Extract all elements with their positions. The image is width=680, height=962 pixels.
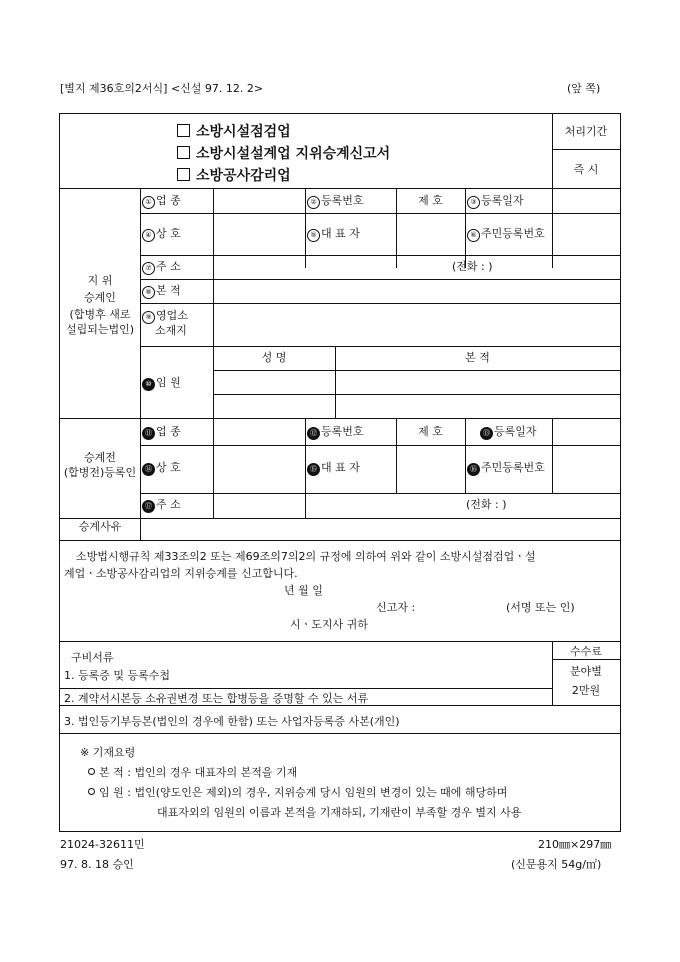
label-officers: ⑩ 임 원: [142, 376, 181, 391]
label-address: ⑦ 주 소: [142, 260, 181, 275]
col-officer-name: 성 명: [261, 351, 287, 364]
addressee: 시ㆍ도지사 귀하: [290, 618, 368, 631]
prev-phone-field[interactable]: (전화 : ): [466, 498, 507, 511]
bullet-icon: [88, 788, 95, 795]
label-office-2: 소재지: [155, 324, 187, 337]
bullet-icon: [88, 768, 95, 775]
declaration-date[interactable]: 년 월 일: [284, 584, 323, 597]
label-reg-no: ② 등록번호: [307, 194, 364, 209]
reg-no-value[interactable]: 제 호: [418, 194, 443, 207]
prev-reg-no-value[interactable]: 제 호: [418, 425, 443, 438]
form-frame: [59, 113, 621, 832]
page-side: (앞 쪽): [567, 82, 601, 95]
phone-field[interactable]: (전화 : ): [452, 260, 493, 273]
label-domicile: ⑧ 본 적: [142, 284, 181, 299]
label-office: ⑨ 영업소: [142, 309, 188, 324]
label-representative: ⑤ 대 표 자: [307, 227, 360, 242]
approval-date: 97. 8. 18 승인: [60, 858, 134, 871]
successor-label-4: 설립되는법인): [65, 323, 135, 336]
title-line-1: 소방시설점검업: [177, 123, 291, 141]
processing-value: 즉 시: [573, 163, 599, 176]
label-prev-business-type: ⑪ 업 종: [142, 425, 181, 440]
note-item-2: 임 원 : 법인(양도인은 제외)의 경우, 지위승계 당시 임원의 변경이 있는 때에 해당하며: [88, 786, 507, 800]
documents-label: 구비서류: [71, 651, 114, 664]
label-prev-trade-name: ⑭ 상 호: [142, 461, 181, 476]
document-item-3: 3. 법인등기부등본(법인의 경우에 한함) 또는 사업자등록증 사본(개인): [64, 715, 400, 728]
label-reg-date: ③ 등록일자: [467, 194, 524, 209]
predecessor-label-1: 승계전: [84, 451, 116, 464]
form-code: 21024-32611민: [60, 838, 145, 851]
label-resident-no: ⑥ 주민등록번호: [467, 227, 545, 242]
checkbox-design[interactable]: [177, 146, 190, 159]
reason-label: 승계사유: [78, 520, 122, 533]
note-item-1: 본 적 : 법인의 경우 대표자의 본적을 기재: [88, 766, 297, 780]
document-item-2: 2. 계약서시본등 소유권변경 또는 합병등을 증명할 수 있는 서류: [64, 692, 369, 705]
declaration-text-1: 소방법시행규칙 제33조의2 또는 제69조의7의2의 규정에 의하여 위와 같이 소방시설점검업ㆍ설: [76, 550, 536, 563]
checkbox-supervision[interactable]: [177, 168, 190, 181]
fee-amount: 2만원: [571, 684, 601, 697]
document-item-1: 1. 등록증 및 등록수첩: [64, 669, 170, 682]
fee-type: 분야별: [570, 665, 602, 678]
paper-size: 210㎜×297㎜: [538, 838, 612, 851]
reporter-label: 신고자 :: [376, 601, 416, 614]
notes-title: ※ 기재요령: [80, 746, 136, 759]
successor-label-2: 승계인: [84, 291, 116, 304]
successor-label-1: 지 위: [87, 274, 113, 287]
label-prev-address: ⑰ 주 소: [142, 498, 181, 513]
label-prev-reg-no: ⑫ 등록번호: [307, 425, 364, 440]
checkbox-inspection[interactable]: [177, 124, 190, 137]
processing-label: 처리기간: [564, 125, 608, 138]
title-line-3: 소방공사감리업: [177, 167, 291, 185]
declaration-text-2: 계업ㆍ소방공사감리업의 지위승계를 신고합니다.: [64, 567, 298, 580]
signature-label[interactable]: (서명 또는 인): [506, 601, 575, 614]
successor-label-3: (합병후 새로: [69, 308, 131, 321]
fee-label: 수수료: [570, 645, 602, 658]
label-prev-representative: ⑮ 대 표 자: [307, 461, 360, 476]
label-business-type: ① 업 종: [142, 194, 181, 209]
paper-type: (신문용지 54g/㎡): [511, 858, 602, 871]
label-trade-name: ④ 상 호: [142, 227, 181, 242]
title-line-2: 소방시설설계업 지위승계신고서: [177, 145, 390, 163]
col-officer-domicile: 본 적: [465, 351, 490, 364]
predecessor-label-2: (합병전)등록인: [63, 466, 137, 479]
note-item-2-cont: 대표자외의 임원의 이름과 본적을 기재하되, 기재란이 부족할 경우 별지 사용: [157, 806, 522, 819]
label-prev-reg-date: ⑬ 등록일자: [480, 425, 537, 440]
label-prev-resident-no: ⑯ 주민등록번호: [467, 461, 545, 476]
form-id: [별지 제36호의2서식] <신설 97. 12. 2>: [60, 82, 264, 95]
